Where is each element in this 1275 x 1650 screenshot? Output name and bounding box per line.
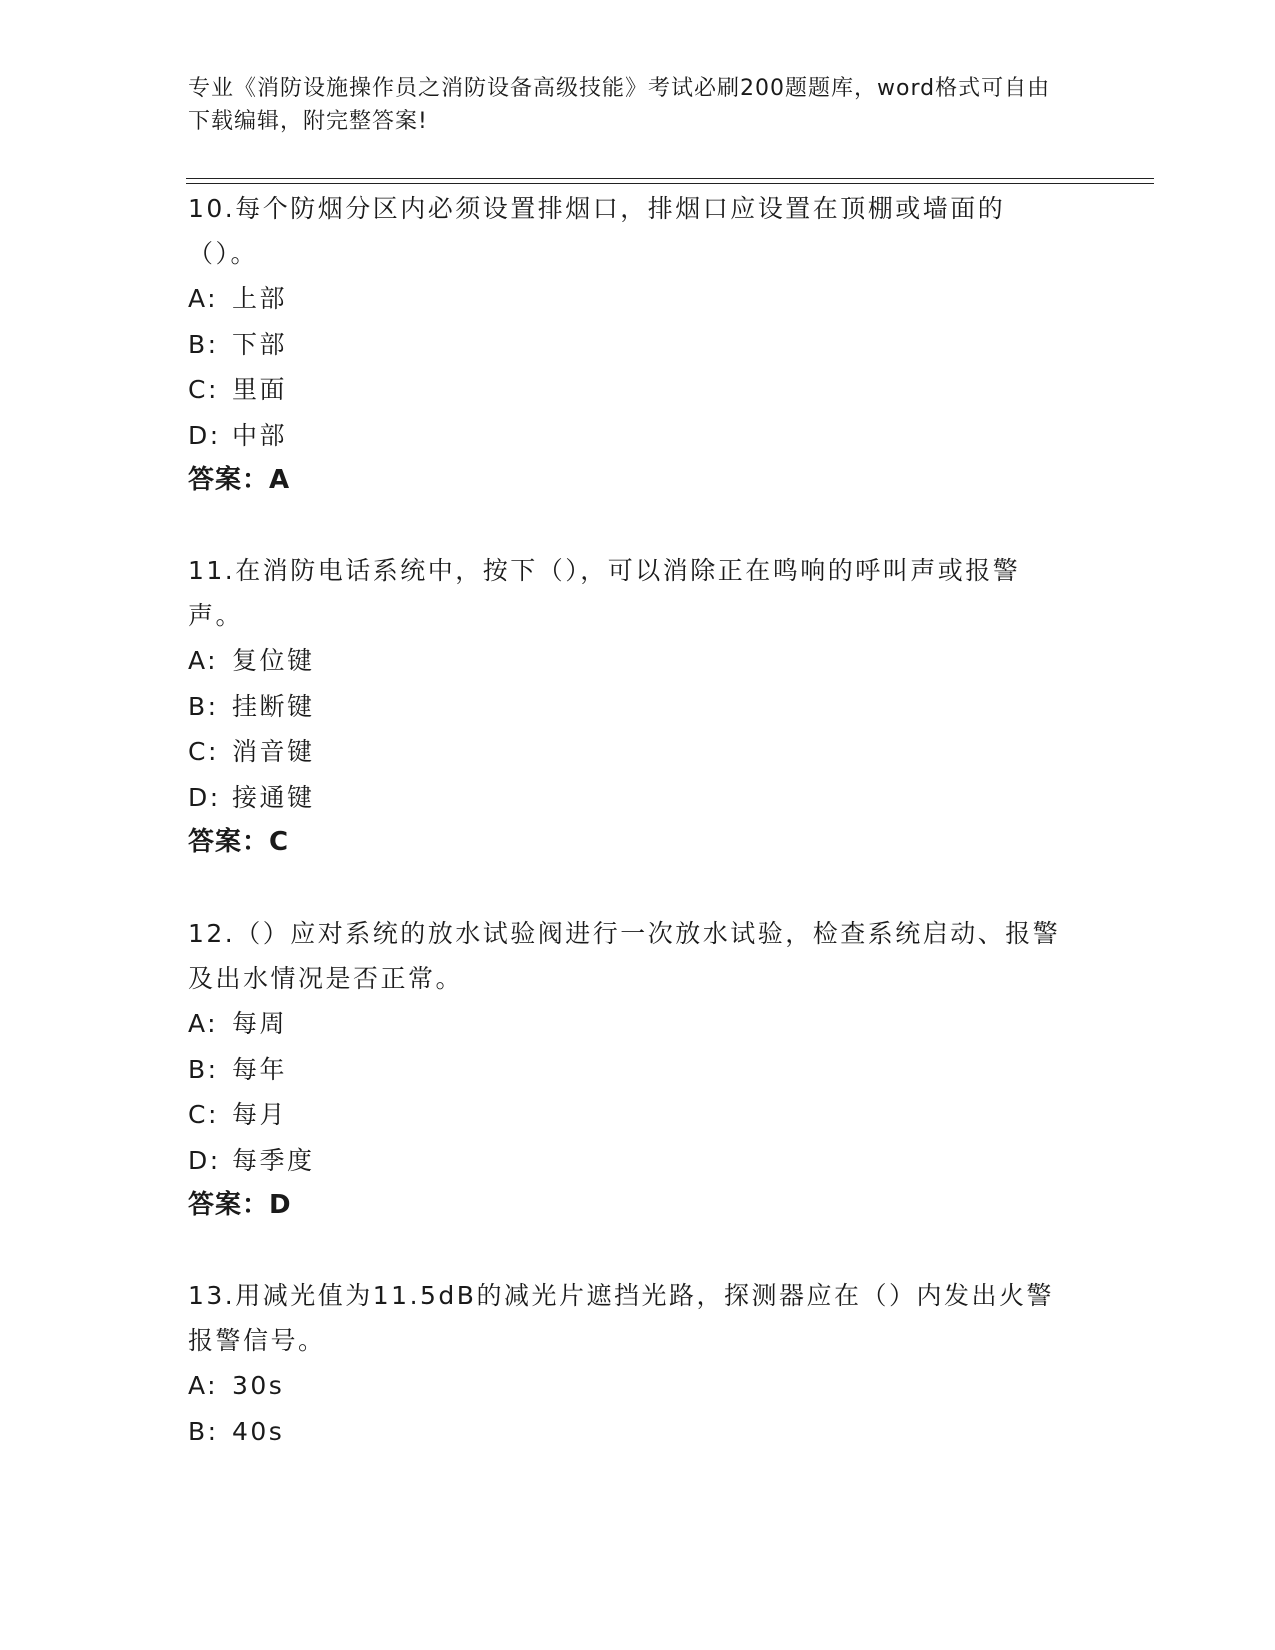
option-text: 每季度: [232, 1145, 315, 1175]
option-c: [188, 367, 1088, 413]
option-d: [188, 413, 1088, 459]
answer-line: 答案：C: [188, 827, 290, 857]
question-stem: 11.在消防电话系统中，按下（），可以消除正在鸣响的呼叫声或报警声。: [188, 556, 1021, 630]
option-key: A:: [188, 646, 219, 675]
option-key: D:: [188, 782, 221, 812]
option-key: C:: [188, 737, 219, 766]
option-text: 30s: [232, 1371, 285, 1400]
option-key: A:: [188, 284, 219, 313]
option-text: 下部: [232, 329, 288, 359]
option-key: A:: [188, 1371, 219, 1400]
question-13: [188, 1273, 1088, 1454]
option-d: [188, 775, 1088, 821]
question-12: [188, 911, 1088, 1229]
option-text: 消音键: [232, 737, 315, 766]
option-a: [188, 1001, 1088, 1047]
option-key: D:: [188, 1145, 221, 1175]
option-text: 40s: [232, 1416, 285, 1446]
option-key: A:: [188, 1009, 219, 1038]
option-text: 每月: [232, 1100, 288, 1129]
option-key: B:: [188, 329, 219, 359]
question-10: [188, 186, 1088, 504]
option-text: 每周: [232, 1009, 288, 1038]
option-key: B:: [188, 1416, 219, 1446]
question-stem: 10.每个防烟分区内必须设置排烟口，排烟口应设置在顶棚或墙面的（）。: [188, 194, 1006, 268]
option-text: 挂断键: [232, 691, 315, 721]
option-c: [188, 1092, 1088, 1138]
option-key: C:: [188, 1100, 219, 1129]
option-b: [188, 1409, 1088, 1455]
option-c: [188, 729, 1088, 775]
option-d: [188, 1138, 1088, 1184]
option-text: 里面: [232, 375, 288, 404]
option-key: C:: [188, 375, 219, 404]
option-a: [188, 638, 1088, 684]
question-stem: 13.用减光值为11.5dB的减光片遮挡光路，探测器应在（）内发出火警报警信号。: [188, 1281, 1054, 1355]
option-b: [188, 1047, 1088, 1093]
option-b: [188, 322, 1088, 368]
question-stem: 12.（）应对系统的放水试验阀进行一次放水试验，检查系统启动、报警及出水情况是否正常。: [188, 919, 1061, 993]
answer-line: 答案：A: [188, 465, 291, 495]
document-header: 专业《消防设施操作员之消防设备高级技能》考试必刷200题题库，word格式可自由下载编辑，附完整答案!: [188, 76, 1051, 134]
option-a: [188, 1363, 1088, 1409]
option-key: D:: [188, 420, 221, 450]
header-divider-top: [186, 178, 1154, 179]
option-text: 中部: [232, 420, 288, 450]
header-divider-bottom: [186, 183, 1154, 184]
question-11: [188, 548, 1088, 866]
option-a: [188, 276, 1088, 322]
option-b: [188, 684, 1088, 730]
option-key: B:: [188, 1054, 219, 1084]
answer-line: 答案：D: [188, 1190, 292, 1220]
option-key: B:: [188, 691, 219, 721]
option-text: 上部: [232, 284, 288, 313]
option-text: 复位键: [232, 646, 315, 675]
option-text: 接通键: [232, 782, 315, 812]
option-text: 每年: [232, 1054, 288, 1084]
